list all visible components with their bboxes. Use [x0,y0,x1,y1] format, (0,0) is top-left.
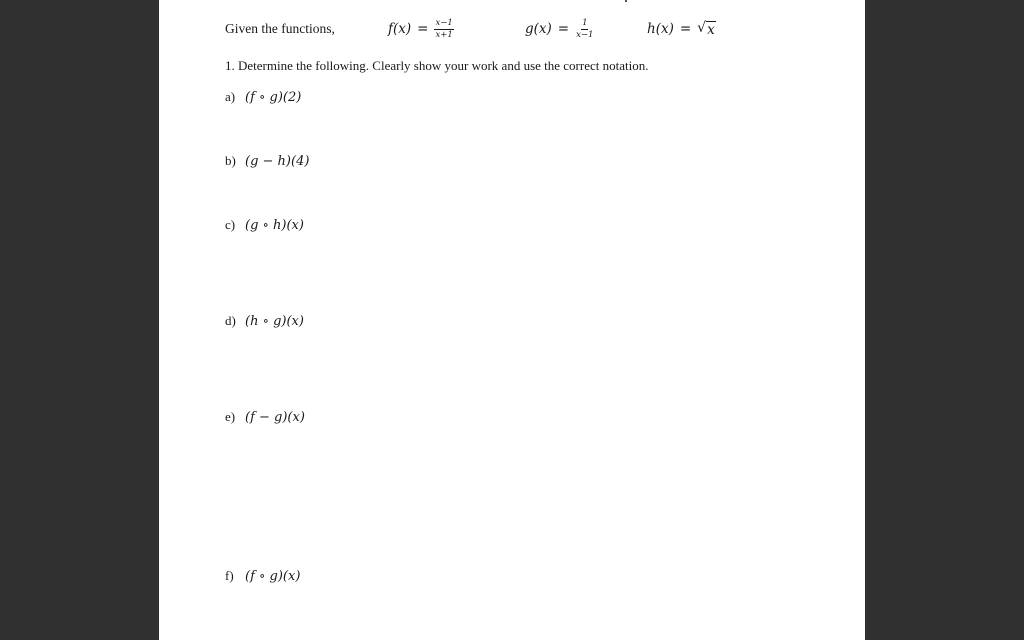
function-g-numerator: 1 [582,18,588,28]
function-f-numerator: x−1 [435,18,453,28]
document-page [159,0,865,640]
function-h-sqrt [697,20,716,38]
function-g-equals: = [557,21,570,37]
function-h-equals: = [679,21,692,37]
part-a-expression: (f ∘ g)(2) [245,90,302,105]
part-c-expression: (g ∘ h)(x) [245,218,304,233]
part-d [225,313,304,329]
function-f [388,16,454,42]
part-c-label: c) [225,217,236,232]
part-b-expression: (g − h)(4) [245,154,310,169]
function-g-lhs: g(x) [525,21,552,37]
part-f-expression: (f ∘ g)(x) [245,569,301,584]
function-h [647,16,716,42]
given-label: Given the functions, [225,21,335,36]
part-e-label: e) [225,409,236,424]
part-f [225,568,300,584]
part-d-label: d) [225,313,236,328]
part-a-label: a) [225,89,236,104]
instruction-text: 1. Determine the following. Clearly show your work and use the correct notation. [225,58,649,73]
part-e [225,409,305,425]
part-f-label: f) [225,568,234,583]
part-d-expression: (h ∘ g)(x) [245,314,304,329]
function-h-lhs: h(x) [647,21,674,37]
part-b [225,153,309,169]
radical-sign: √ [697,20,707,36]
function-g-fraction [575,19,594,39]
function-f-equals: = [417,21,429,37]
part-a [225,89,301,105]
function-h-radicand: x [707,22,715,38]
function-f-denominator: x+1 [435,29,453,40]
part-b-label: b) [225,153,236,168]
part-e-expression: (f − g)(x) [245,410,305,425]
function-f-fraction [434,19,453,39]
function-g [525,16,594,42]
function-g-denominator: x−1 [576,29,594,40]
part-c [225,217,304,233]
scan-speck [625,0,627,2]
function-f-lhs: f(x) [388,21,412,37]
